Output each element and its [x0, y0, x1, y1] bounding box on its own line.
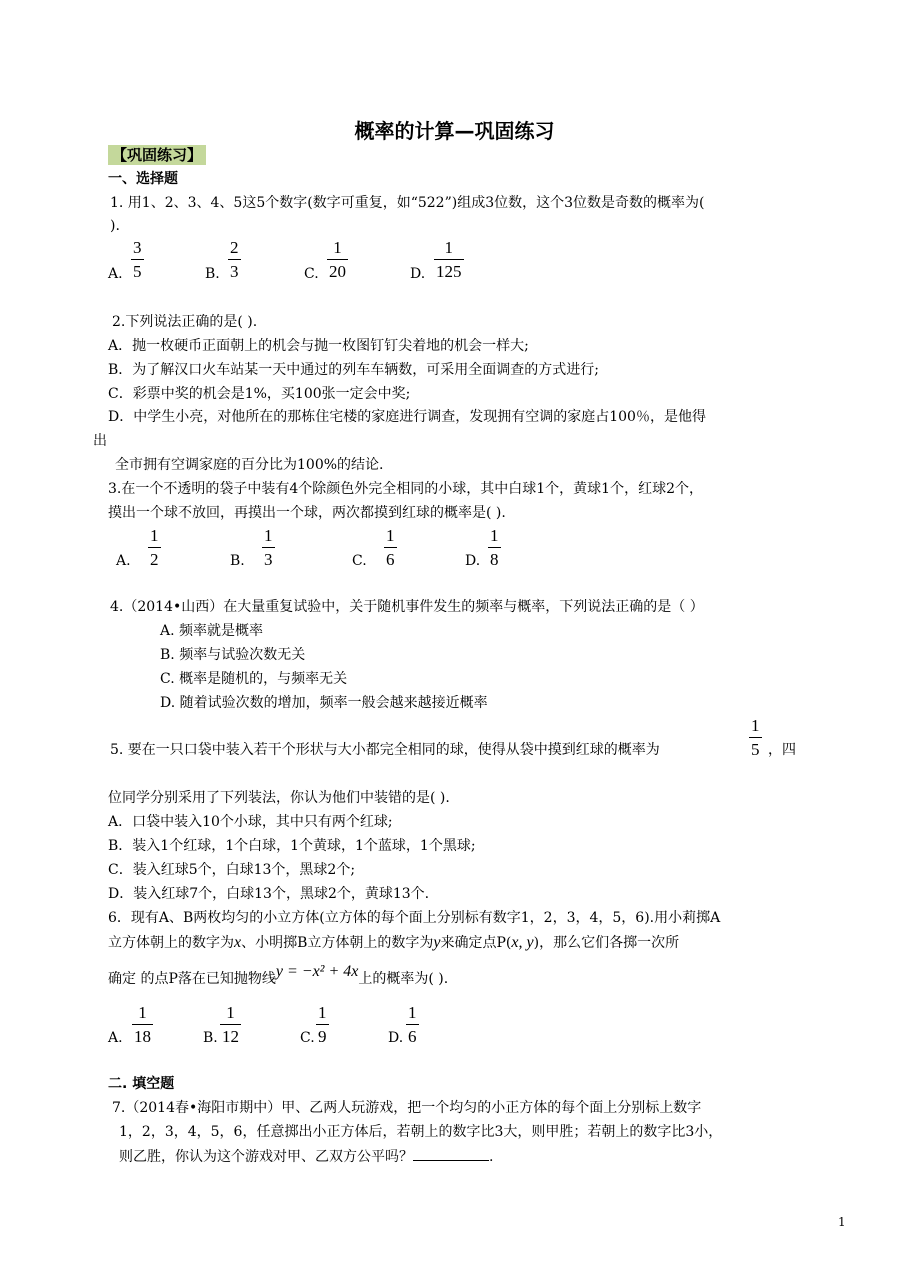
q4-option-b: B. 频率与试验次数无关	[160, 647, 306, 663]
q3-option-b-fraction	[262, 526, 275, 570]
q3-stem-cont: 摸出一个球不放回，再摸出一个球，两次都摸到红球的概率是( ).	[108, 505, 506, 521]
q6-stem: 6．现有A、B两枚均匀的小立方体(立方体的每个面上分别标有数字1，2，3，4，5，6).用小莉掷A	[108, 910, 721, 926]
q5-stem: 5. 要在一只口袋中装入若干个形状与大小都完全相同的球，使得从袋中摸到红球的概率为	[110, 742, 660, 758]
q5-option-a: A．口袋中装入10个小球，其中只有两个红球;	[108, 814, 393, 830]
q3-option-d-fraction	[488, 526, 501, 570]
section-heading-choice: 一、选择题	[108, 171, 178, 187]
fraction-numerator: 3	[133, 238, 142, 257]
q6-text-b: 、小明掷B立方体朝上的数字为	[241, 935, 434, 951]
q6-option-c-fraction	[316, 1003, 329, 1047]
q1-option-c-label: C.	[304, 266, 319, 282]
q1-option-b-fraction	[228, 238, 241, 282]
q1-stem: 1. 用1、2、3、4、5这5个数字(数字可重复，如“522”)组成3位数，这个3位数是奇数的概率为(	[110, 195, 705, 211]
fraction-denominator: 9	[318, 1027, 327, 1046]
q5-option-b: B．装入1个红球，1个白球，1个黄球，1个蓝球，1个黑球;	[108, 838, 476, 854]
q2-option-b: B．为了解汉口火车站某一天中通过的列车车辆数，可采用全面调查的方式进行;	[108, 362, 600, 378]
fraction-numerator: 1	[226, 1003, 235, 1022]
parabola-equation: y = −x² + 4x	[275, 963, 359, 980]
fraction-numerator: 1	[318, 1003, 327, 1022]
fraction-denominator: 8	[490, 550, 499, 569]
q2-option-d-cont: 全市拥有空调家庭的百分比为100%的结论.	[115, 457, 384, 473]
section-heading-fill: 二. 填空题	[108, 1076, 175, 1092]
q3-stem: 3.在一个不透明的袋子中装有4个除颜色外完全相同的小球，其中白球1个，黄球1个，红球2个，	[108, 481, 703, 497]
fraction-denominator: 2	[150, 550, 159, 569]
fraction-numerator: 1	[751, 716, 760, 735]
fraction-denominator: 20	[329, 262, 346, 281]
fraction-denominator: 18	[134, 1027, 151, 1046]
q6-text-d: )，那么它们各掷一次所	[533, 935, 680, 951]
q2-option-c: C．彩票中奖的机会是1%，买100张一定会中奖;	[108, 386, 411, 402]
q5-stem-end: ，四	[768, 742, 796, 758]
q2-option-d-wrap: 出	[93, 433, 107, 449]
fraction-numerator: 1	[150, 526, 159, 545]
q7-stem: 7.（2014春•海阳市期中）甲、乙两人玩游戏，把一个均匀的小正方体的每个面上分别标上数字	[112, 1100, 702, 1116]
fraction-numerator: 1	[138, 1003, 147, 1022]
q1-option-a-label: A.	[108, 266, 123, 282]
fraction-numerator: 1	[386, 526, 395, 545]
fraction-numerator: 1	[333, 238, 342, 257]
fraction-numerator: 2	[230, 238, 239, 257]
page-title: 概率的计算—巩固练习	[354, 119, 555, 143]
q1-option-a-fraction	[131, 238, 144, 282]
point-coords: x, y	[511, 934, 534, 951]
q3-option-c-fraction	[384, 526, 397, 570]
fraction-denominator: 5	[133, 262, 142, 281]
fraction-denominator: 6	[386, 550, 395, 569]
variable-x: x	[234, 934, 242, 951]
q6-option-b-label: B.	[203, 1030, 218, 1046]
fraction-denominator: 3	[230, 262, 239, 281]
q4-option-c: C. 概率是随机的，与频率无关	[160, 671, 348, 687]
q6-stem-line3	[108, 963, 449, 989]
q4-option-d: D. 随着试验次数的增加，频率一般会越来越接近概率	[160, 695, 488, 711]
q5-fraction	[749, 716, 762, 760]
q1-stem-end: ).	[110, 218, 120, 234]
q6-text-c: 来确定点P(	[440, 935, 512, 951]
q2-stem: 2.下列说法正确的是( ).	[112, 314, 258, 330]
q2-option-d: D．中学生小亮，对他所在的那栋住宅楼的家庭进行调查，发现拥有空调的家庭占100％，是他得	[108, 409, 706, 425]
q3-option-d-label: D.	[465, 553, 481, 569]
q6-option-d-label: D.	[388, 1030, 404, 1046]
fraction-denominator: 12	[222, 1027, 239, 1046]
q6-option-a-fraction	[132, 1003, 153, 1047]
section-tag: 【巩固练习】	[108, 145, 206, 165]
q5-option-c: C．装入红球5个，白球13个，黑球2个;	[108, 862, 356, 878]
q4-option-a: A. 频率就是概率	[160, 623, 264, 639]
q6-text-a: 立方体朝上的数字为	[108, 935, 234, 951]
q6-option-d-fraction	[406, 1003, 419, 1047]
fraction-denominator: 5	[751, 740, 760, 759]
answer-blank[interactable]	[413, 1146, 489, 1161]
q4-stem: 4.（2014•山西）在大量重复试验中，关于随机事件发生的频率与概率，下列说法正确的是（ ）	[110, 599, 704, 615]
q6-option-b-fraction	[220, 1003, 241, 1047]
q2-option-a: A．抛一枚硬币正面朝上的机会与抛一枚图钉钉尖着地的机会一样大;	[108, 338, 529, 354]
fraction-numerator: 1	[444, 238, 453, 257]
q5-option-d: D．装入红球7个，白球13个，黑球2个，黄球13个.	[108, 886, 430, 902]
q1-option-b-label: B.	[205, 266, 220, 282]
q6-option-c-label: C.	[300, 1030, 315, 1046]
q6-option-a-label: A.	[108, 1030, 123, 1046]
fraction-numerator: 1	[264, 526, 273, 545]
variable-y: y	[433, 934, 441, 951]
q3-option-a-label: A.	[116, 553, 131, 569]
q7-text: 则乙胜，你认为这个游戏对甲、乙双方公平吗？	[119, 1149, 413, 1165]
q5-stem-cont: 位同学分别采用了下列装法，你认为他们中装错的是( ).	[108, 790, 450, 806]
q7-stem-line2: 1，2，3，4，5，6，任意掷出小正方体后，若朝上的数字比3大，则甲胜；若朝上的数字比3小，	[119, 1124, 723, 1140]
q6-text-f: 上的概率为( ).	[358, 971, 449, 987]
fraction-denominator: 125	[436, 262, 462, 281]
q6-stem-line2	[108, 933, 679, 953]
q1-option-d-fraction	[434, 238, 464, 282]
q7-text-end: .	[489, 1149, 494, 1165]
fraction-denominator: 6	[408, 1027, 417, 1046]
fraction-numerator: 1	[490, 526, 499, 545]
page-number: 1	[838, 1215, 846, 1229]
q3-option-a-fraction	[148, 526, 161, 570]
q3-option-c-label: C.	[352, 553, 367, 569]
q7-stem-line3	[119, 1146, 493, 1167]
q1-option-c-fraction	[327, 238, 348, 282]
q1-option-d-label: D.	[410, 266, 426, 282]
fraction-denominator: 3	[264, 550, 273, 569]
fraction-numerator: 1	[408, 1003, 417, 1022]
q3-option-b-label: B.	[230, 553, 245, 569]
q6-text-e: 确定 的点P落在已知抛物线	[108, 971, 276, 987]
